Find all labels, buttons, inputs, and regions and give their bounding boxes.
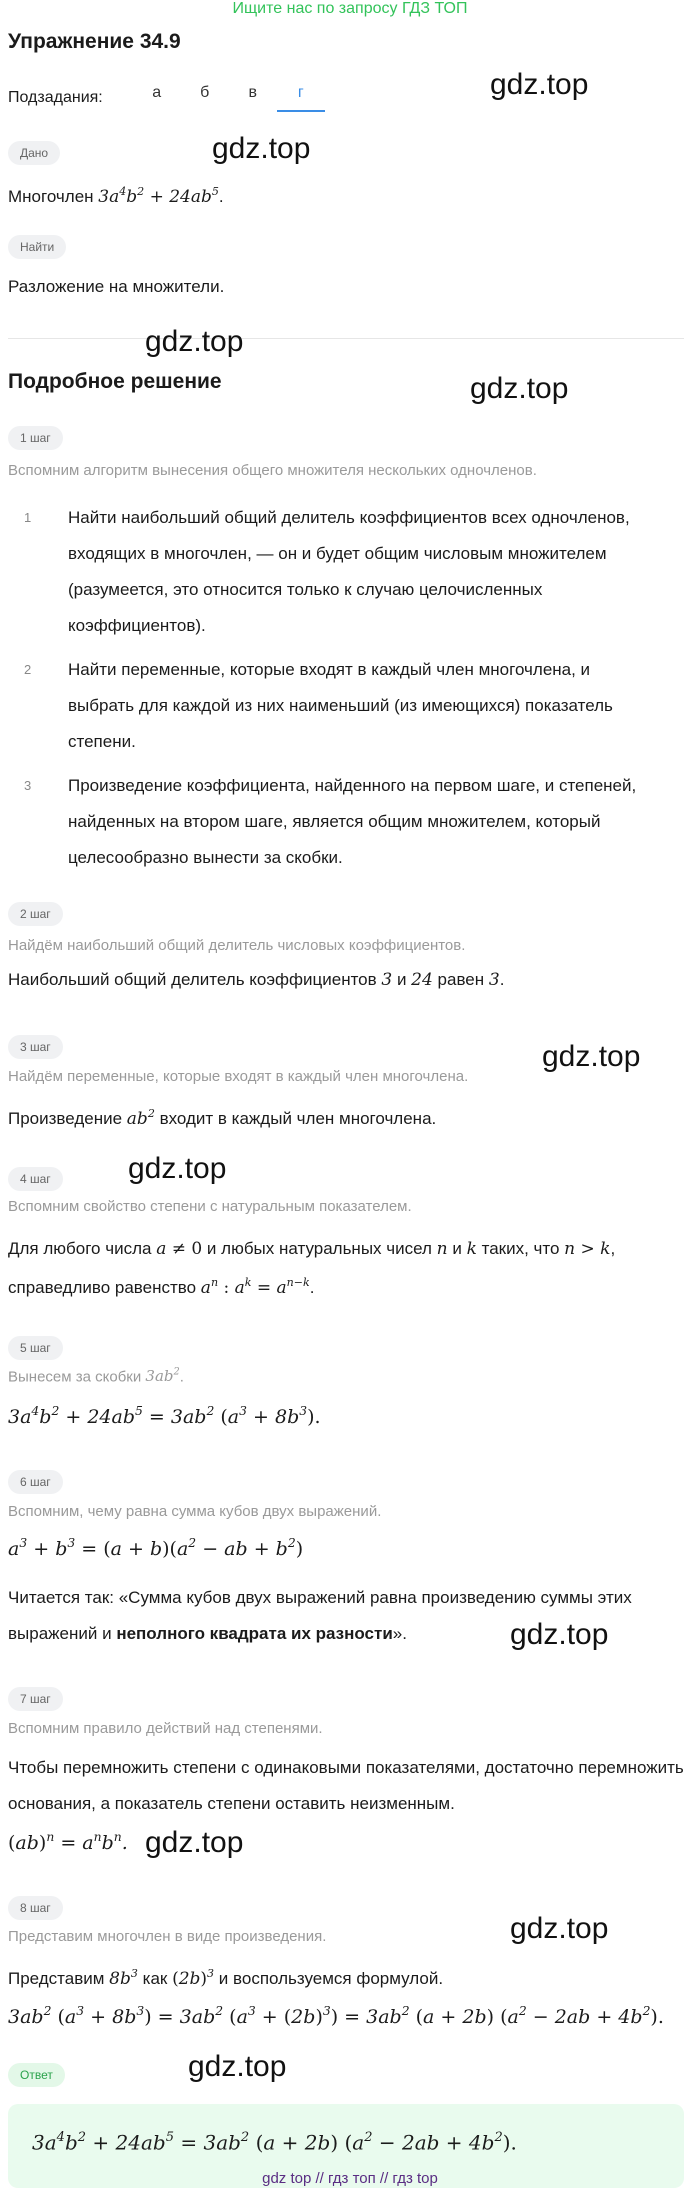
given-text: Многочлен $3a^4b^2 + 24ab^5$. [8,185,224,208]
step-4-hint: Вспомним свойство степени с натуральным показателем. [8,1198,412,1215]
step-3-hint: Найдём переменные, которые входят в каждый член многочлена. [8,1068,469,1085]
watermark: gdz.top [470,372,569,405]
formula: $(2b)^3$ [172,1967,215,1990]
subtasks-nav [8,84,325,112]
text-part: как [137,1969,173,1989]
find-chip: Найти [8,235,66,259]
text-part: и [392,970,412,989]
step-3-chip: 3 шаг [8,1035,63,1059]
list-item-number: 2 [24,662,32,677]
divider [8,338,684,339]
watermark: gdz.top [188,2050,287,2083]
top-banner[interactable]: Ищите нас по запросу ГДЗ ТОП [232,0,468,17]
step-6-chip: 6 шаг [8,1470,63,1494]
formula: a ≠ 0 [156,1239,203,1259]
watermark: gdz.top [490,68,589,101]
step-5-hint: Вынесем за скобки $3ab^2$. [8,1367,184,1386]
list-item-text: Найти наибольший общий делитель коэффициентов всех одночленов, входящих в многочлен, — он и будет общим числовым множителем (разумеется, это относится только к случаю целочисленных коэффициентов). [68,508,630,635]
watermark: gdz.top [212,132,311,165]
text-part: справедливо равенство [8,1278,201,1298]
step-2-hint: Найдём наибольший общий делитель числовых коэффициентов. [8,937,466,954]
step-6-formula: $a^3 + b^3 = (a + b)(a^2$ − ab + $b^2$) [8,1536,304,1561]
text-part: Читается так: «Сумма кубов двух выражений равна произведению суммы этих выражений и [8,1588,632,1643]
watermark: gdz.top [510,1912,609,1945]
text-part: равен [432,970,489,989]
list-item-number: 3 [24,778,32,793]
number: 24 [411,970,433,990]
step-5-formula: $3a^4b^2 + 24ab^5 = 3ab^2$ $(a^3 + 8b^3)$. [8,1404,321,1429]
watermark: gdz.top [510,1618,609,1651]
find-text: Разложение на множители. [8,277,225,296]
step-4-text: Для любого числа a ≠ 0 и любых натуральных чисел n и k таких, что n > k, справедливо равенство $a^n$ : $a^k = a^{n-k}$. [8,1239,616,1299]
step-4-chip: 4 шаг [8,1167,63,1191]
formula: $a^n$ : $a^k = a^{n-k}$ [200,1276,310,1299]
watermark: gdz.top [542,1040,641,1073]
step-8-formula: $3ab^2$ $(a^3 + 8b^3) = 3ab^2$ $(a^3 + (2b)^3) = 3ab^2$ (a + 2b) $(a^2 - 2ab + 4b^2)$. [8,2004,664,2029]
text-part: ». [392,1624,407,1643]
watermark: gdz.top [128,1152,227,1185]
page-title: Упражнение 34.9 [8,30,181,53]
step-3-text [8,1102,436,1131]
number: 3 [488,970,500,990]
subtask-tab-a[interactable]: а [152,84,162,101]
footer-links[interactable]: gdz top // гдз топ // гдз top [262,2170,438,2187]
step-7-hint: Вспомним правило действий над степенями. [8,1720,323,1737]
step-7-formula: $(ab)^n = a^nb^n$. [8,1830,128,1855]
text-part: и [447,1239,467,1258]
text-part: входит в каждый член многочлена. [154,1109,437,1129]
bold-text: неполного квадрата их разности [116,1624,393,1643]
step-2-text: Наибольший общий делитель коэффициентов 3 и 24 равен 3. [8,970,505,990]
step-7-chip: 7 шаг [8,1687,63,1711]
given-formula: $3a^4b^2 + 24ab^5$ [98,185,219,208]
step-8-hint: Представим многочлен в виде произведения. [8,1928,327,1945]
formula: n [436,1239,448,1259]
answer-chip: Ответ [8,2063,65,2087]
step-1-chip: 1 шаг [8,426,63,450]
subtasks-label: Подзадания: [8,89,103,106]
step-5-chip: 5 шаг [8,1336,63,1360]
text-part: и воспользуемся формулой. [214,1969,444,1989]
formula: $3ab^2$ [145,1367,180,1386]
list-item-text: Найти переменные, которые входят в каждый член многочлена, и выбрать для каждой из них наименьший (из имеющихся) показатель степени. [68,660,613,751]
watermark: gdz.top [145,325,244,358]
formula: n > k [564,1239,611,1259]
answer-formula: $3a^4b^2 + 24ab^5 = 3ab^2$ (a + 2b) $(a^2 - 2ab + 4b^2)$. [32,2130,517,2155]
text-part: Вынесем за скобки [8,1368,146,1386]
step-8-text [8,1962,443,1991]
formula: $8b^3$ [109,1967,138,1990]
text-part: Наибольший общий делитель коэффициентов [8,970,382,989]
step-1-list [8,500,658,876]
subtask-tab-g[interactable]: г [277,84,325,112]
given-chip: Дано [8,141,60,165]
list-item [8,768,658,876]
text-part: таких, что [476,1239,565,1258]
step-7-text: Чтобы перемножить степени с одинаковыми показателями, достаточно перемножить основания, а показатель степени оставить неизменным. [8,1758,684,1813]
list-item [8,500,658,644]
text-part: и любых натуральных чисел [202,1239,437,1258]
subtask-tab-v[interactable]: в [248,84,257,101]
step-2-chip: 2 шаг [8,902,63,926]
step-8-chip: 8 шаг [8,1896,63,1920]
given-label: Многочлен [8,187,99,207]
step-6-hint: Вспомним, чему равна сумма кубов двух выражений. [8,1503,382,1520]
formula: $ab^2$ [126,1107,155,1130]
watermark: gdz.top [145,1826,244,1859]
step-1-hint: Вспомним алгоритм вынесения общего множителя нескольких одночленов. [8,462,537,479]
formula: k [466,1239,477,1259]
number: 3 [381,970,393,990]
subtask-tab-b[interactable]: б [200,84,210,101]
list-item-text: Произведение коэффициента, найденного на первом шаге, и степеней, найденных на втором шаге, является общим множителем, который целесообразно вынести за скобки. [68,776,637,867]
text-part: Для любого числа [8,1239,157,1258]
list-item-number: 1 [24,510,32,525]
solution-title: Подробное решение [8,370,222,393]
text-part: Представим [8,1969,110,1989]
list-item [8,652,658,760]
text-part: Произведение [8,1109,127,1129]
